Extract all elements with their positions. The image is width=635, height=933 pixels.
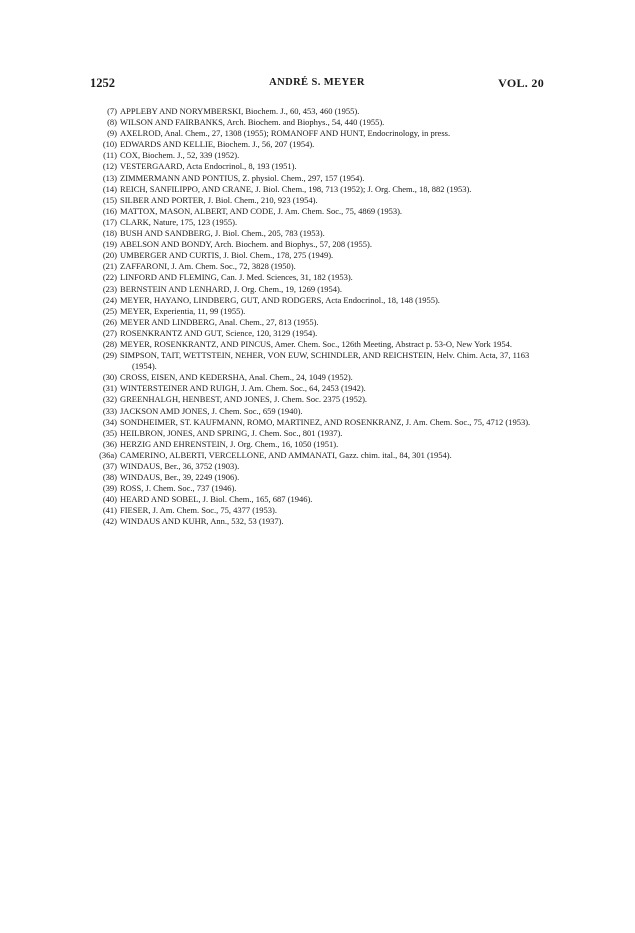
reference-text: HEARD AND SOBEL, J. Biol. Chem., 165, 687 (1946). (120, 494, 313, 505)
reference-number: (7) (107, 106, 117, 116)
reference-text: APPLEBY AND NORYMBERSKI, Biochem. J., 60, 453, 460 (1955). (120, 106, 360, 116)
reference-item (90, 328, 550, 339)
reference-number: (28) (102, 338, 117, 349)
reference-text: CROSS, EISEN, AND KEDERSHA, Anal. Chem., 24, 1049 (1952). (120, 372, 353, 383)
reference-text: BERNSTEIN AND LENHARD, J. Org. Chem., 19, 1269 (1954). (120, 283, 343, 294)
reference-number: (12) (102, 161, 117, 172)
reference-number: (22) (102, 272, 117, 283)
reference-item (90, 161, 550, 172)
reference-text: EDWARDS AND KELLIE, Biochem. J., 56, 207 (1954). (120, 139, 315, 150)
reference-item (90, 272, 550, 283)
reference-item (90, 505, 550, 516)
reference-item (90, 317, 550, 328)
reference-number: (13) (102, 172, 117, 183)
reference-number: (19) (102, 239, 117, 250)
reference-text: REICH, SANFILIPPO, AND CRANE, J. Biol. Chem., 198, 713 (1952); J. Org. Chem., 18, 882 (1953). (120, 183, 472, 194)
reference-number: (18) (102, 228, 117, 239)
reference-text: VESTERGAARD, Acta Endocrinol., 8, 193 (1951). (120, 161, 297, 172)
reference-number: (25) (102, 305, 117, 316)
reference-number: (33) (102, 405, 117, 416)
reference-text: AXELROD, Anal. Chem., 27, 1308 (1955); ROMANOFF AND HUNT, Endocrinology, in press. (120, 128, 451, 139)
reference-text: FIESER, J. Am. Chem. Soc., 75, 4377 (1953). (120, 505, 278, 516)
reference-item (90, 150, 550, 161)
reference-item (90, 516, 550, 527)
reference-number: (35) (102, 427, 117, 438)
reference-text: JACKSON AMD JONES, J. Chem. Soc., 659 (1940). (120, 405, 303, 416)
reference-text: UMBERGER AND CURTIS, J. Biol. Chem., 178, 275 (1949). (120, 250, 334, 261)
reference-item (90, 173, 550, 184)
reference-item (90, 472, 550, 483)
volume-label: VOL. 20 (498, 76, 544, 90)
reference-number: (15) (102, 194, 117, 205)
running-author: ANDRÉ S. MEYER (269, 77, 365, 88)
reference-text: WILSON AND FAIRBANKS, Arch. Biochem. and Biophys., 54, 440 (1955). (120, 117, 385, 128)
reference-item (90, 250, 550, 261)
reference-number: (16) (102, 205, 117, 216)
reference-text: SILBER AND PORTER, J. Biol. Chem., 210, 923 (1954). (120, 194, 318, 205)
reference-number: (14) (102, 183, 117, 194)
reference-number: (34) (102, 416, 117, 427)
reference-text: ROSS, J. Chem. Soc., 737 (1946). (120, 483, 237, 494)
reference-item (90, 206, 550, 217)
reference-item (90, 217, 550, 228)
reference-number: (38) (102, 472, 117, 483)
reference-text: HEILBRON, JONES, AND SPRING, J. Chem. Soc., 801 (1937). (120, 427, 343, 438)
reference-item (90, 306, 550, 317)
reference-text: MEYER AND LINDBERG, Anal. Chem., 27, 813 (1955). (120, 316, 319, 327)
reference-text: WINDAUS, Ber., 36, 3752 (1903). (120, 461, 240, 471)
reference-number: (26) (102, 316, 117, 327)
reference-number: (40) (102, 494, 117, 505)
reference-text: SONDHEIMER, ST. KAUFMANN, ROMO, MARTINEZ, AND ROSENKRANZ, J. Am. Chem. Soc., 75, 4712 (1953). (120, 416, 531, 427)
reference-text: LINFORD AND FLEMING, Can. J. Med. Sciences, 31, 182 (1953). (120, 272, 353, 283)
reference-text: ROSENKRANTZ AND GUT, Science, 120, 3129 (1954). (120, 327, 318, 338)
reference-text: ZIMMERMANN AND PONTIUS, Z. physiol. Chem., 297, 157 (1954). (120, 172, 365, 183)
reference-number: (20) (102, 250, 117, 261)
reference-item (90, 483, 550, 494)
reference-item (90, 228, 550, 239)
reference-text: ABELSON AND BONDY, Arch. Biochem. and Biophys., 57, 208 (1955). (120, 239, 373, 250)
reference-text: BUSH AND SANDBERG, J. Biol. Chem., 205, 783 (1953). (120, 228, 325, 239)
page-number: 1252 (90, 76, 115, 90)
reference-item (90, 295, 550, 306)
reference-item (90, 117, 550, 128)
reference-list (90, 106, 550, 528)
reference-number: (27) (102, 327, 117, 338)
reference-number: (36) (102, 438, 117, 449)
reference-item (90, 239, 550, 250)
reference-item (90, 339, 550, 350)
reference-text: CLARK, Nature, 175, 123 (1955). (120, 216, 238, 227)
reference-text: GREENHALGH, HENBEST, AND JONES, J. Chem. Soc. 2375 (1952). (120, 394, 368, 405)
reference-text: CAMERINO, ALBERTI, VERCELLONE, AND AMMANATI, Gazz. chim. ital., 84, 301 (1954). (120, 449, 452, 460)
reference-text: HERZIG AND EHRENSTEIN, J. Org. Chem., 16, 1050 (1951). (120, 438, 339, 449)
reference-item (90, 383, 550, 394)
reference-number: (10) (102, 139, 117, 150)
reference-item (90, 439, 550, 450)
reference-item (90, 128, 550, 139)
reference-item (90, 494, 550, 505)
reference-number: (17) (102, 216, 117, 227)
reference-number: (36a) (99, 449, 117, 460)
page-header (90, 76, 544, 94)
reference-number: (21) (102, 261, 117, 272)
reference-text: ZAFFARONI, J. Am. Chem. Soc., 72, 3828 (1950). (120, 261, 296, 272)
reference-item (90, 139, 550, 150)
reference-text: MEYER, HAYANO, LINDBERG, GUT, AND RODGERS, Acta Endocrinol., 18, 148 (1955). (120, 294, 440, 305)
reference-text: SIMPSON, TAIT, WETTSTEIN, NEHER, VON EUW, SCHINDLER, AND REICHSTEIN, Helv. Chim. Acta, 37, 1163 (1954). (120, 350, 530, 372)
reference-number: (8) (107, 117, 117, 128)
reference-text: WINTERSTEINER AND RUIGH, J. Am. Chem. Soc., 64, 2453 (1942). (120, 383, 366, 394)
reference-number: (32) (102, 394, 117, 405)
reference-number: (9) (107, 128, 117, 139)
reference-item (90, 428, 550, 439)
reference-item (90, 372, 550, 383)
reference-number: (23) (102, 283, 117, 294)
reference-number: (31) (102, 383, 117, 394)
reference-number: (11) (103, 150, 117, 161)
reference-number: (37) (102, 461, 117, 471)
reference-item (90, 261, 550, 272)
reference-text: WINDAUS, Ber., 39, 2249 (1906). (120, 472, 240, 483)
reference-text: MEYER, Experientia, 11, 99 (1955). (120, 305, 246, 316)
reference-text: COX, Biochem. J., 52, 339 (1952). (120, 150, 240, 161)
reference-item (90, 350, 550, 372)
reference-item (90, 461, 550, 472)
reference-number: (29) (102, 350, 117, 361)
reference-item (90, 406, 550, 417)
reference-number: (41) (102, 505, 117, 516)
reference-number: (39) (102, 483, 117, 494)
reference-text: MEYER, ROSENKRANTZ, AND PINCUS, Amer. Chem. Soc., 126th Meeting, Abstract p. 53-O, New York 1954. (120, 338, 512, 349)
reference-text: MATTOX, MASON, ALBERT, AND CODE, J. Am. Chem. Soc., 75, 4869 (1953). (120, 205, 403, 216)
reference-number: (42) (102, 516, 117, 527)
reference-item (90, 195, 550, 206)
reference-number: (24) (102, 294, 117, 305)
reference-text: WINDAUS AND KUHR, Ann., 532, 53 (1937). (120, 516, 284, 527)
reference-number: (30) (102, 372, 117, 383)
reference-item (90, 184, 550, 195)
reference-item (90, 106, 550, 117)
reference-item (90, 450, 550, 461)
reference-item (90, 417, 550, 428)
reference-item (90, 394, 550, 405)
reference-item (90, 284, 550, 295)
